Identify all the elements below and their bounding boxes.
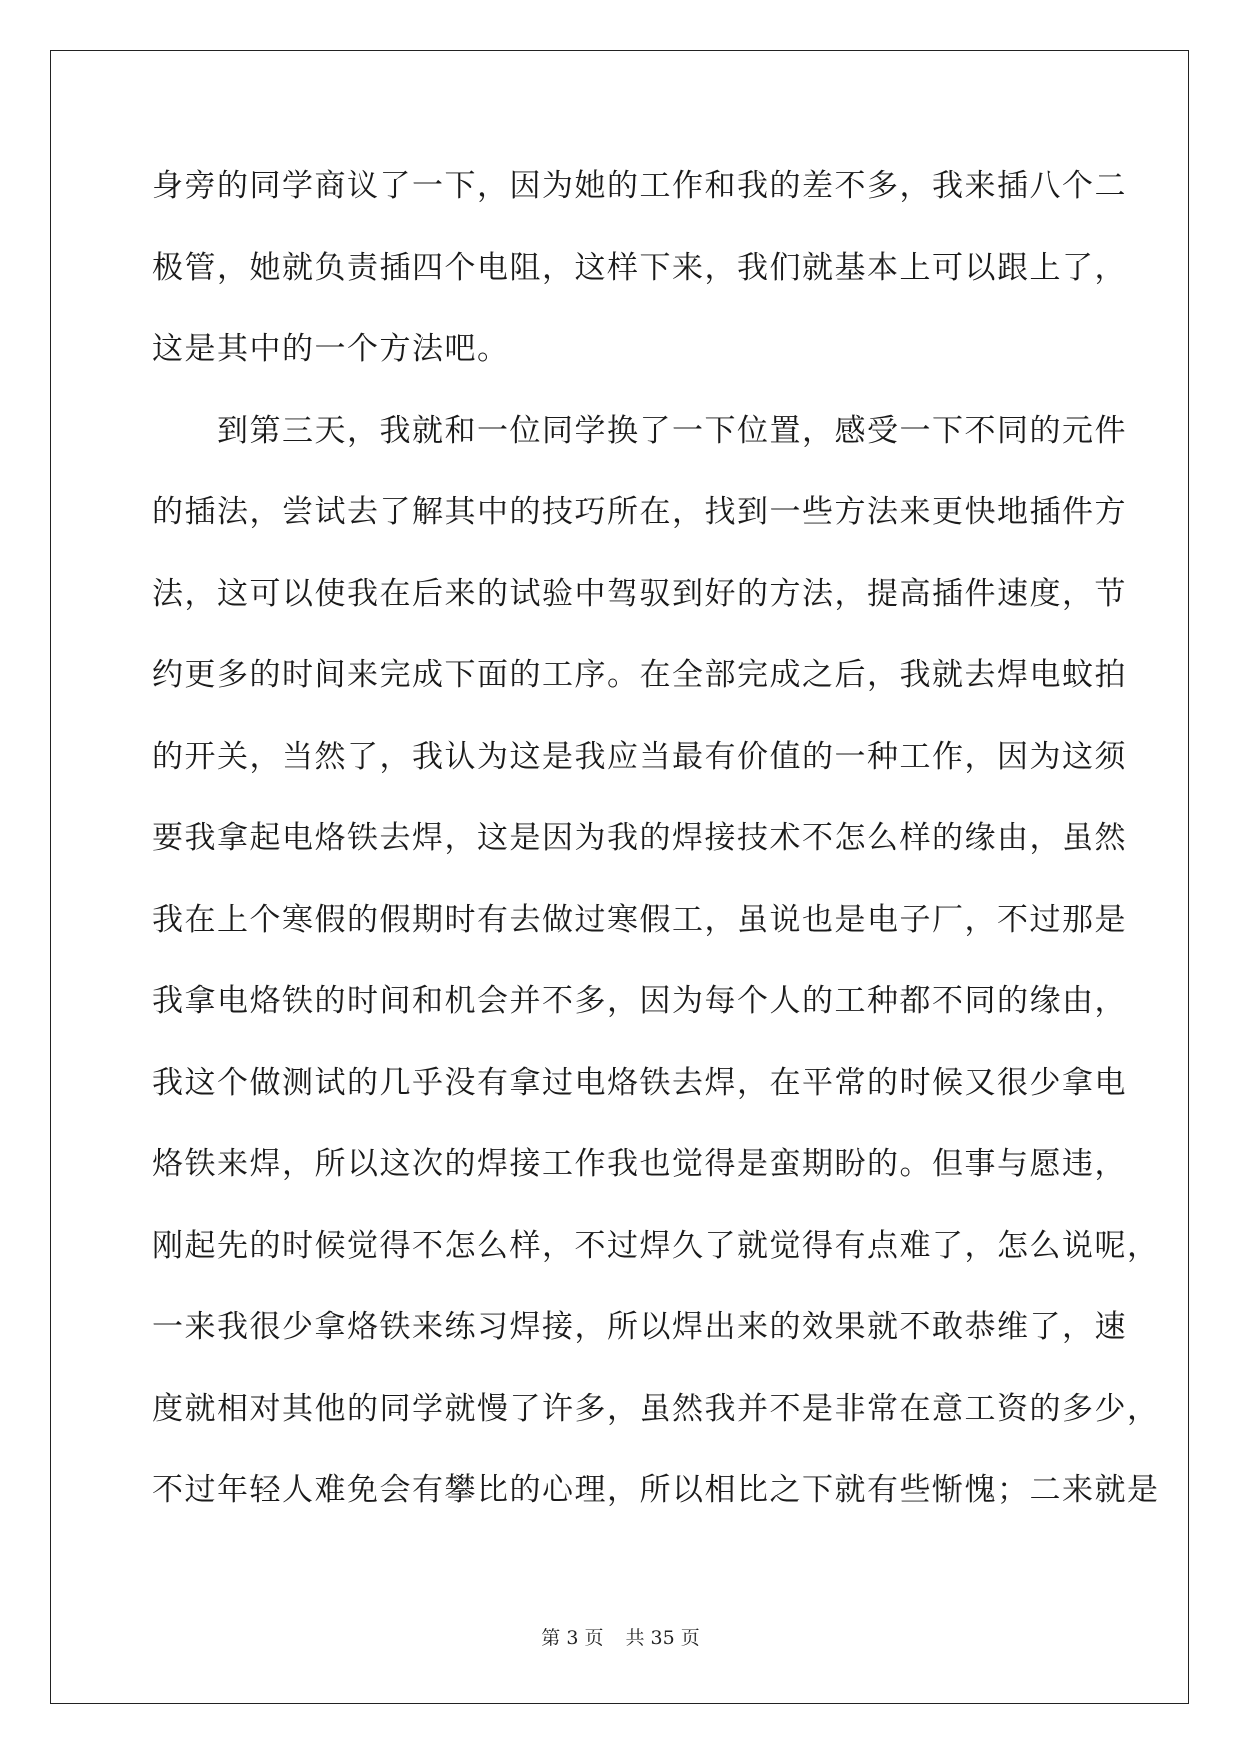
- text-line: 我拿电烙铁的时间和机会并不多，因为每个人的工种都不同的缘由，: [152, 983, 1127, 1019]
- text-line: 的开关，当然了，我认为这是我应当最有价值的一种工作，因为这须: [152, 738, 1127, 775]
- text-line: 到第三天，我就和一位同学换了一下位置，感受一下不同的元件: [152, 412, 1127, 449]
- text-line: 极管，她就负责插四个电阻，这样下来，我们就基本上可以跟上了，: [152, 249, 1127, 286]
- page-total: 共 35 页: [625, 1627, 700, 1649]
- text-line: 法，这可以使我在后来的试验中驾驭到好的方法，提高插件速度，节: [152, 575, 1127, 612]
- document-body: [152, 158, 1160, 1544]
- text-line: 约更多的时间来完成下面的工序。在全部完成之后，我就去焊电蚊拍: [152, 657, 1127, 693]
- text-line: 身旁的同学商议了一下，因为她的工作和我的差不多，我来插八个二: [152, 168, 1127, 204]
- text-line: 一来我很少拿烙铁来练习焊接，所以焊出来的效果就不敢恭维了，速: [152, 1309, 1127, 1345]
- text-line: 要我拿起电烙铁去焊，这是因为我的焊接技术不怎么样的缘由，虽然: [152, 820, 1127, 856]
- text-line: 不过年轻人难免会有攀比的心理，所以相比之下就有些惭愧；二来就是: [152, 1472, 1160, 1508]
- text-line: 的插法，尝试去了解其中的技巧所在，找到一些方法来更快地插件方: [152, 494, 1127, 530]
- text-line: 度就相对其他的同学就慢了许多，虽然我并不是非常在意工资的多少，: [152, 1390, 1160, 1427]
- text-line: 这是其中的一个方法吧。: [152, 331, 510, 367]
- text-line: 我在上个寒假的假期时有去做过寒假工，虽说也是电子厂，不过那是: [152, 901, 1127, 938]
- text-line: 我这个做测试的几乎没有拿过电烙铁去焊，在平常的时候又很少拿电: [152, 1064, 1127, 1101]
- page-footer: [0, 1626, 1241, 1650]
- page-number: 第 3 页: [541, 1627, 604, 1649]
- text-line: 刚起先的时候觉得不怎么样，不过焊久了就觉得有点难了，怎么说呢，: [152, 1227, 1160, 1264]
- text-line: 烙铁来焊，所以这次的焊接工作我也觉得是蛮期盼的。但事与愿违，: [152, 1146, 1127, 1182]
